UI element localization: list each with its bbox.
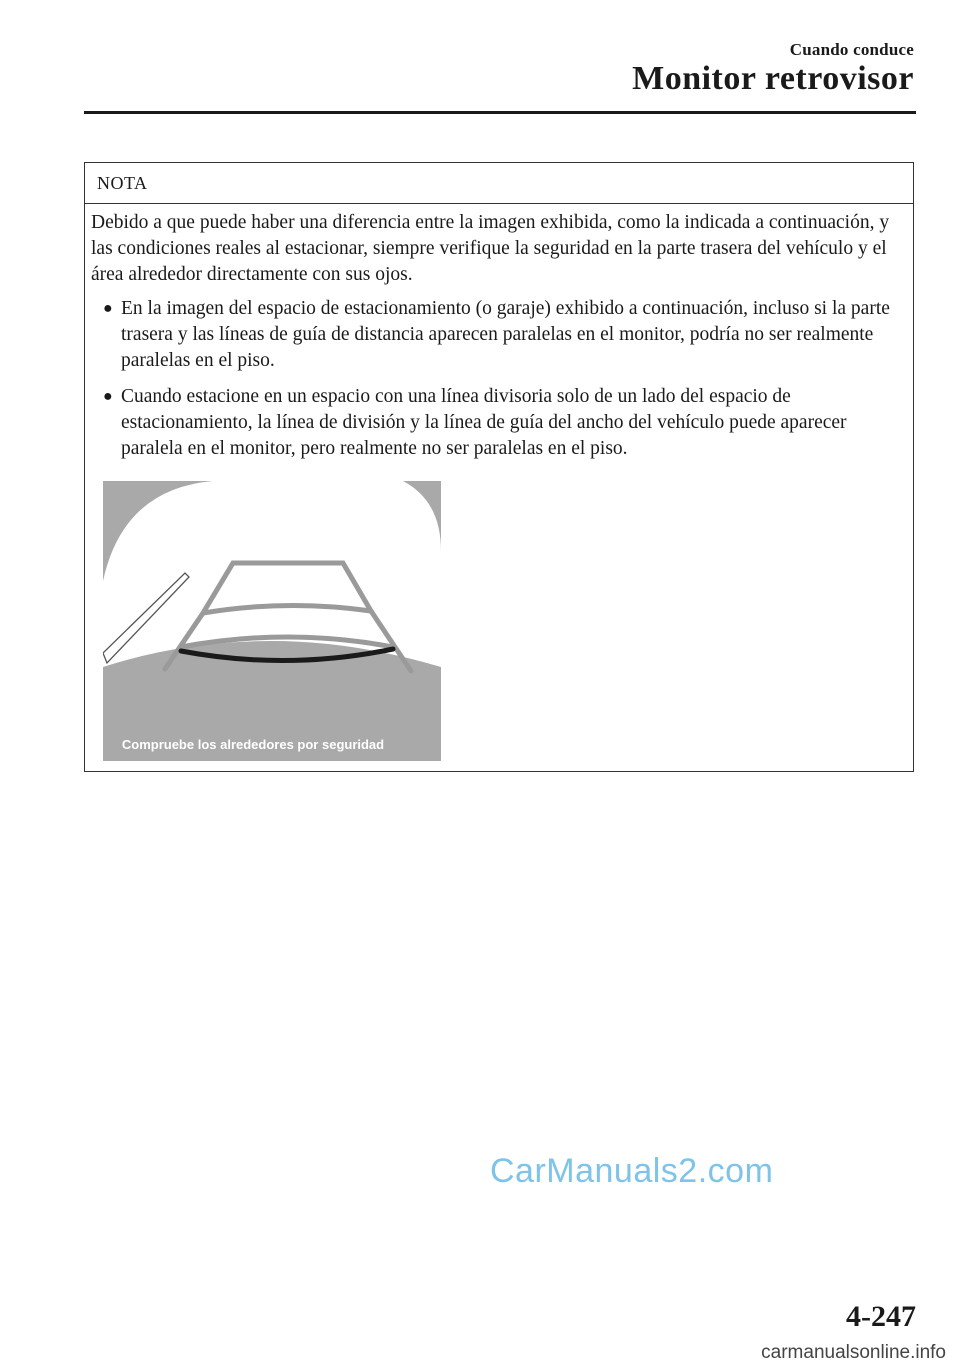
- note-heading: NOTA: [85, 163, 913, 204]
- page-number: 4-247: [846, 1300, 916, 1333]
- source-url: carmanualsonline.info: [761, 1342, 946, 1363]
- bullet-text: Cuando estacione en un espacio con una línea divisoria solo de un lado del espacio de estacionamiento, la línea de división y la línea de guía del ancho del vehículo puede aparecer paralela en el monitor, pero realmente no ser paralelas en el piso.: [121, 386, 847, 459]
- note-body: [85, 204, 913, 462]
- note-paragraph: Debido a que puede haber una diferencia entre la imagen exhibida, como la indicada a continuación, y las condiciones reales al estacionar, siempre verifique la seguridad en la parte trasera del vehículo y el área alrededor directamente con sus ojos.: [91, 212, 890, 285]
- figure-caption: Compruebe los alrededores por seguridad: [121, 737, 385, 752]
- rear-camera-illustration: [103, 481, 441, 761]
- list-item: [91, 384, 901, 462]
- watermark-logo: CarManuals2.com: [490, 1152, 774, 1190]
- bullet-icon: ●: [103, 300, 113, 317]
- section-label: Cuando conduce: [789, 40, 914, 59]
- note-box: [84, 162, 914, 772]
- note-bullet-list: [91, 296, 901, 462]
- page-title: Monitor retrovisor: [632, 60, 914, 97]
- bullet-text: En la imagen del espacio de estacionamiento (o garaje) exhibido a continuación, incluso si la parte trasera y las líneas de guía de distancia aparecen paralelas en el monitor, podría no ser realmente paralelas en el piso.: [121, 298, 890, 371]
- header-divider: [84, 111, 916, 114]
- list-item: [91, 296, 901, 374]
- bullet-icon: ●: [103, 388, 113, 405]
